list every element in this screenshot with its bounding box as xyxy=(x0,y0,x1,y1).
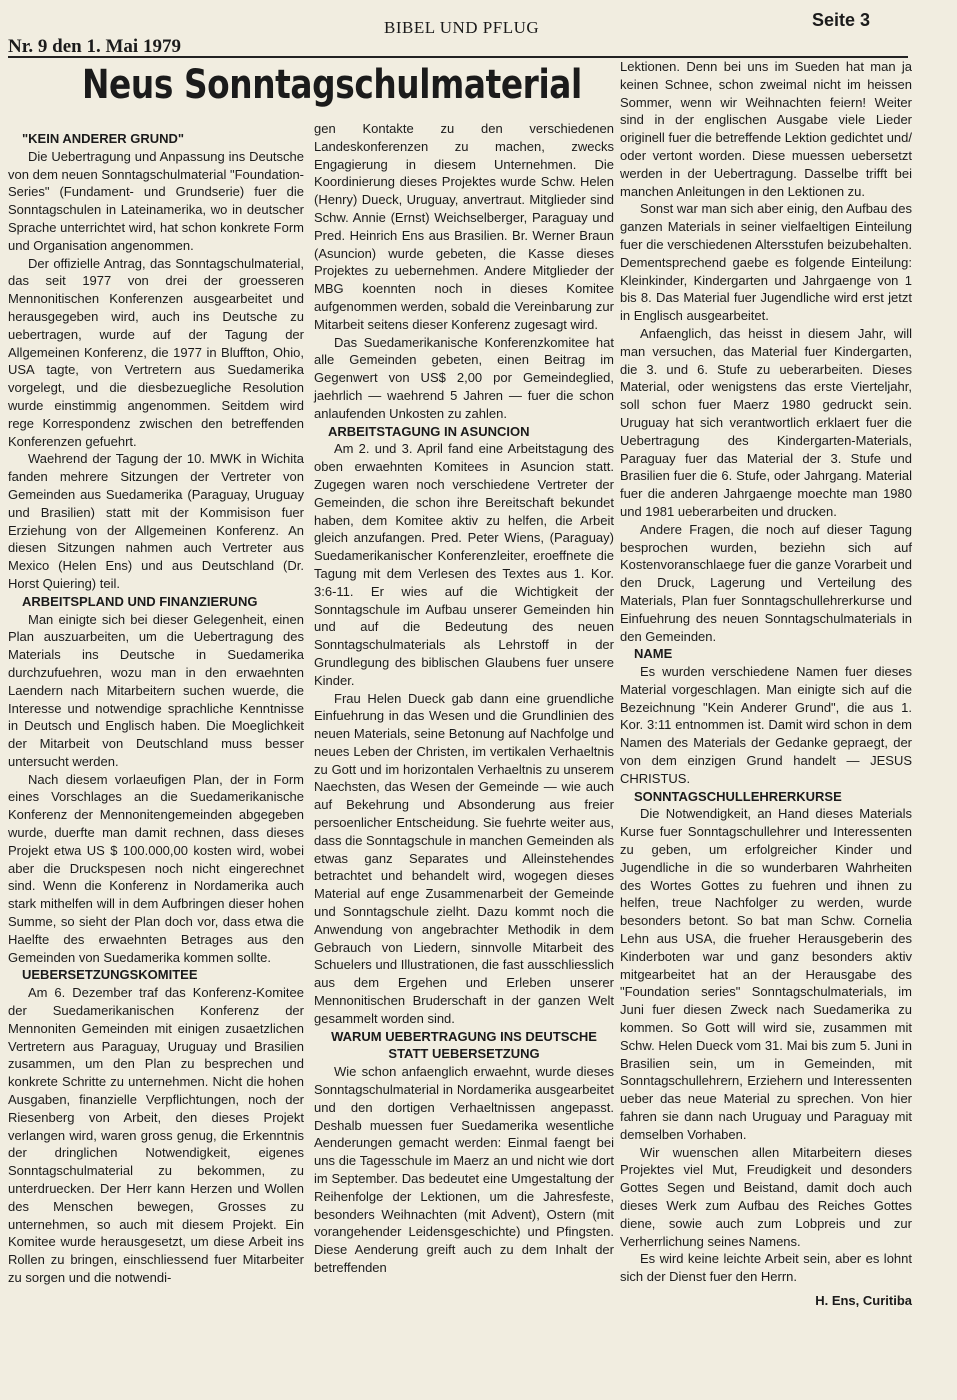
column-3 xyxy=(620,58,912,1310)
paragraph: Sonst war man sich aber einig, den Aufbau des ganzen Materials in seiner vielfaeltigen Einteilung fuer die verschiedenen Altersstufen beizubehalten. Dementsprechend gaebe es folgende Einteilung: Kleinkinder, Kindergarten und Jahrgaenge von 1 bis 8. Das Material fuer Jugendliche wird erst jetzt in Englisch ausgearbeitet. xyxy=(620,201,912,324)
section-heading: ARBEITSTAGUNG IN ASUNCION xyxy=(328,423,530,439)
paragraph: Der offizielle Antrag, das Sonntagschulmaterial, das seit 1977 von drei der groesseren Mennonitischen Konferenzen ausgearbeitet und herausgegeben wird, auch ins Deutsche zu uebertragen, wurde auf der Tagung der Allgemeinen Konferenz, die 1977 in Bluffton, Ohio, USA tagte, von Vertretern aus Suedamerika vorgelegt, und die diesbezuegliche Resolution wurde einstimmig angenommen. Seitdem wird rege Korrespondenz zwischen den betreffenden Konferenzen gefuehrt. xyxy=(8,255,304,449)
paragraph: Wir wuenschen allen Mitarbeitern dieses Projektes viel Mut, Freudigkeit und desonders Gottes Segen und Beistand, damit doch auch dieses Werk zum Aufbau des Reiches Gottes diene, sowie auch zum Lobpreis und zur Verherrlichung seines Namens. xyxy=(620,1144,912,1249)
paragraph: Man einigte sich bei dieser Gelegenheit, einen Plan auszuarbeiten, um die Uebertragung des Materials ins Deutsche in Suedamerika durchzufuehren, wozu man in den erwaehnten Laendern nach Mitarbeitern suchen wuerde, die Interesse und notwendige sprachliche Kenntnisse in Deutsch und Englisch haben. Die Moeglichkeit der Mitarbeit von Deutschland muss besser untersucht werden. xyxy=(8,611,304,769)
section-heading: NAME xyxy=(634,646,673,662)
paragraph: Am 6. Dezember traf das Konferenz-Komitee der Suedamerikanischen Konferenz der Mennoniten Gemeinden mit einigen zusaetzlichen Vertretern aus Paraguay, Uruguay und Brasilien zusammen, um den Plan zu besprechen und konkrete Schritte zu unternehmen. Nicht die hohen Ausgaben, finanzielle Verpflichtungen, noch der Riesenberg von Arbeit, den dieses Projekt verlangen wird, waren gross genug, die Erkenntnis der dringlichen Notwendigkeit, eigenes Sonntagschulmaterial zu bekommen, zu unterdruecken. Der Herr kann Herzen und Wollen des Menschen bewegen, Grosses zu unternehmen, so auch mit diesem Projekt. Ein Komitee wurde herausgesetzt, um diese Arbeit ins Rollen zu bringen, einschliessend fuer Mitarbeiter zu sorgen und die notwendi- xyxy=(8,985,304,1285)
paragraph: Andere Fragen, die noch auf dieser Tagung besprochen wurden, beziehn sich auf Kostenvoranschlaege fuer die ganze Vorarbeit und den Druck, Lagerung und Verteilung des Materials, Plan fuer Sonntagschullehrerkurse und Einfuehrung des neuen Sonntagschulmaterials in den Gemeinden. xyxy=(620,521,912,644)
column-1 xyxy=(8,130,304,1287)
paragraph: Es wurden verschiedene Namen fuer dieses Material vorgeschlagen. Man einigte sich auf die Bezeichnung "Kein Anderer Grund", die aus 1. Kor. 3:11 entnommen ist. Damit wird schon in dem Namen des Materials der Gedanke gepraegt, der von dem einzigen Grund handelt — JESUS CHRISTUS. xyxy=(620,664,912,786)
paragraph: Es wird keine leichte Arbeit sein, aber es lohnt sich der Dienst fuer den Herrn. xyxy=(620,1251,912,1285)
issue-date: Nr. 9 den 1. Mai 1979 xyxy=(8,36,181,57)
paragraph: Wie schon anfaenglich erwaehnt, wurde dieses Sonntagschulmaterial in Nordamerika ausgearbeitet und den dortigen Verhaeltnissen angepasst. Deshalb muessen fuer Suedamerika wesentliche Aenderungen gemacht werden: Einmal faengt bei uns die Tagesschule im Maerz an und nicht wie dort im September. Das bedeutet eine Umgestaltung der Reihenfolge der Lektionen, um die Jahresfeste, besonders Weihnachten (mit Advent), Ostern (mit vorangehender Leidensgeschichte) und Pfingsten. Diese Aenderung greift auch zu dem Inhalt der betreffenden xyxy=(314,1064,614,1275)
paragraph: Lektionen. Denn bei uns im Sueden hat man ja keinen Schnee, schon zweimal nicht im heissen Sommer, wenn wir Weihnachten feiern! Weiter sind in der englischen Ausgabe viele Lieder originell fuer die betreffende Lektion gedichtet und/ oder vertont worden. Diese muessen uebersetzt werden in der Uebertragung. Dasselbe trifft bei manchen Anleitungen in den Lektionen zu. xyxy=(620,59,912,199)
paragraph: Frau Helen Dueck gab dann eine gruendliche Einfuehrung in das Wesen und die Grundlinien des neuen Materials, seine Betonung auf Nachfolge und neues Leben der Christen, im vertikalen Verhaeltnis zu Gott und im horizontalen Verhaeltnis zu unserem Naechsten, das Wesen der Gemeinde — wie auch auf Bekehrung und Absonderung aus freier persoenlicher Entscheidung. Sie fuehrte weiter aus, dass die Sonntagschule in manchen Gemeinden als etwas ganz Separates und Alleinstehendes betrachtet und behandelt wird, wogegen dieses Material auf enge Zusammenarbeit der Gemeinde und Sonntagschule zielht. Dazu kommt noch die Anwendung von angebrachter Methodik in dem Gebrauch von Liedern, sinnvolle Mitarbeit des Schuelers und Illustrationen, die fast ausschliesslich aus dem Ergehen und Erleben unserer Mennonitischen Bruderschaft in der ganzen Welt gesammelt worden sind. xyxy=(314,690,614,1026)
page-header xyxy=(0,0,957,60)
paragraph: Die Uebertragung und Anpassung ins Deutsche von dem neuen Sonntagschulmaterial "Foundation-Series" (Fundament- und Grundserie) fuer die Sonntagschulen in Lateinamerika, wo in deutscher Sprache unterrichtet wird, hat schon konkrete Form und Organisation angenommen. xyxy=(8,148,304,253)
author-signature: H. Ens, Curitiba xyxy=(815,1292,912,1308)
page-number: Seite 3 xyxy=(812,10,871,30)
column-2 xyxy=(314,120,614,1277)
paragraph: Am 2. und 3. April fand eine Arbeitstagung des oben erwaehnten Komitees in Asuncion statt. Zugegen waren noch verschiedene Vertreter der Gemeinden, die schon ihre Bereitschaft bekundet haben, dem Komitee aktiv zu helfen, die Arbeit gleich anzufangen. Pred. Peter Wiens, (Paraguay) Suedamerikanischer Konferenzleiter, eroeffnete die Tagung mit dem Verlesen des Textes aus 1. Kor. 3:6-11. Er wies auf die Wichtigkeit der Sonntagschule im Aufbau unserer Gemeinden hin und auf die Bedeutung des neuen Sonntagschulmaterials als Lehrstoff in der Grundlegung des biblischen Glaubens fuer unsere Kinder. xyxy=(314,441,614,688)
paragraph: Die Notwendigkeit, an Hand dieses Materials Kurse fuer Sonntagschullehrer und Interessenten zu geben, um erfolgreicher Kinder und Jugendliche in die so wunderbaren Wahrheiten des Wortes Gottes zu fuehren und ihnen zu helfen, treue Nachfolger zu werden, wurde besonders betont. So bat man Schw. Cornelia Lehn aus USA, die frueher Herausgeberin des Kinderboten war und ganz besonders aktiv mitgearbeitet hat an der Herausgabe des "Foundation series" Sonntagschulmaterials, im Juni fuer diesen Zweck nach Suedamerika zu kommen. So Gott will wird sie, zusammen mit Schw. Helen Dueck vom 31. Mai bis zum 5. Juni in Brasilien sein, um in Gemeinden, mit Sonntagschullehrern, Erziehern und Interessenten ueber das neue Material zu sprechen. Von hier fahren sie dann nach Uruguay und Paraguay mit demselben Vorhaben. xyxy=(620,806,912,1142)
article-title: Neus Sonntagschulmaterial xyxy=(82,62,582,108)
newspaper-name: BIBEL UND PFLUG xyxy=(384,18,540,37)
section-heading: SONNTAGSCHULLEHRERKURSE xyxy=(634,788,842,804)
paragraph: Nach diesem vorlaeufigen Plan, der in Form eines Vorschlages an die Suedamerikanische Konferenz der Mennonitengemeinden abgegeben wurde, duerfte man damit rechnen, dass dieses Projekt etwa US $ 100.000,00 kosten wird, wobei aber die Druckspesen noch nicht eingerechnet sind. Wenn die Konferenz in Nordamerika auch stark mithelfen will in dem Aufbringen dieser hohen Summe, so sieht der Plan doch vor, dass etwa die Haelfte des erwaehnten Betrages aus den Gemeinden von Suedamerika kommen sollte. xyxy=(8,771,304,965)
paragraph: Das Suedamerikanische Konferenzkomitee hat alle Gemeinden gebeten, einen Beitrag im Gegenwert von US$ 2,00 por Gemeindeglied, jaehrlich — waehrend 5 Jahren — fuer die schon anlaufenden Unkosten zu zahlen. xyxy=(314,334,614,421)
paragraph: Waehrend der Tagung der 10. MWK in Wichita fanden mehrere Sitzungen der Vertreter von Gemeinden aus Suedamerika (Paraguay, Uruguay und Brasilien) statt mit der Kommisison fuer Erziehung von der Allgemeinen Konferenz. An diesen Sitzungen nahmen auch Vertreter aus Mexico (Helen Ens) und aus Deutschland (Dr. Horst Quiering) teil. xyxy=(8,451,304,591)
paragraph: Anfaenglich, das heisst in diesem Jahr, will man versuchen, das Material fuer Kindergarten, die 3. und 6. Stufe zu ueberarbeiten. Dieses Material, oder wenigstens das erste Vierteljahr, soll schon fuer Maerz 1980 gedruckt sein. Uruguay hat sich verantwortlich erklaert fuer die Uebertragung des Kindergarten-Materials, Paraguay fuer das Material der 3. Stufe und Brasilien fuer die 6. Stufe, oder Jahrgang. Material fuer die anderen Jahrgaenge moechte man 1980 und 1981 ueberarbeiten und drucken. xyxy=(620,325,912,519)
section-heading: ARBEITSPLAND UND FINANZIERUNG xyxy=(22,593,258,609)
section-heading: "KEIN ANDERER GRUND" xyxy=(22,131,185,146)
section-heading: WARUM UEBERTRAGUNG INS DEUTSCHE STATT UEBERSETZUNG xyxy=(331,1028,597,1062)
section-heading: UEBERSETZUNGSKOMITEE xyxy=(22,967,198,983)
paragraph: gen Kontakte zu den verschiedenen Landeskonferenzen zu machen, zwecks Engagierung in diesem Unternehmen. Die Koordinierung dieses Projektes wurde Schw. Helen (Henry) Dueck, Uruguay, anvertraut. Mitglieder sind Schw. Annie (Ernst) Weichselberger, Paraguay und Pred. Heinrich Ens aus Brasilien. Br. Werner Braun (Asuncion) wurde gebeten, die Kasse dieses Projektes zu uebernehmen. Andere Mitglieder der MBG koennten noch in dieses Komitee aufgenommen werden, sobald die Vereinbarung zur Mitarbeit seitens dieser Konferenz zugesagt wird. xyxy=(314,121,614,332)
